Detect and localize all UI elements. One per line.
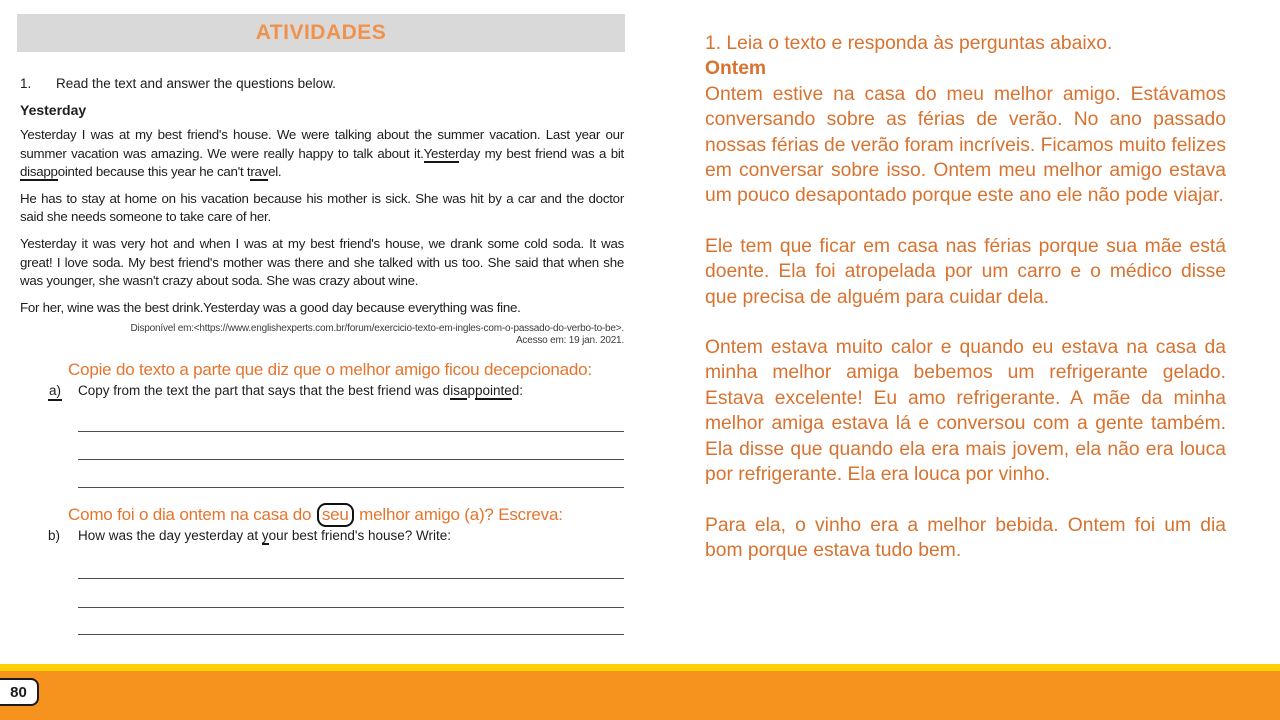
question-text: d: xyxy=(511,383,524,399)
question-text: Como foi o dia ontem na casa do xyxy=(68,505,316,525)
question-b-label-text: b) xyxy=(48,528,61,544)
translation-paragraph-4: Para ela, o vinho era a melhor bebida. Ontem foi um dia bom porque estava tudo bem. xyxy=(705,514,1226,561)
spacer xyxy=(705,488,1226,513)
paragraph-text: day my best friend was a bit xyxy=(459,145,624,161)
answer-line xyxy=(78,579,624,608)
answer-line xyxy=(78,460,624,488)
source-citation-line2: Acesso em: 19 jan. 2021. xyxy=(515,335,624,347)
hand-underline-mark: disapp xyxy=(20,164,58,180)
question-text: How was the day yesterday at xyxy=(78,528,262,544)
hand-underline-mark: Yester xyxy=(423,145,460,161)
spacer xyxy=(705,209,1226,234)
reading-text-title: Yesterday xyxy=(20,102,87,118)
hand-underline-mark: rav xyxy=(250,164,269,180)
question-b-text xyxy=(78,528,451,543)
question-b-portuguese xyxy=(68,505,624,524)
translation-paragraph-3: Ontem estava muito calor e quando eu estava na casa da minha melhor amiga bebemos um refrigerante gelado. Estava excelente! Eu amo refrigerante. A mãe da minha melhor amiga estava lá e conversou com a gente também. Ela disse que quando ela era mais jovem, ela não era louca por refrigerante. Ela era louca por vinho. xyxy=(705,337,1226,486)
exercise-number: 1. xyxy=(20,76,32,91)
question-text: Copy from the text the part that says that the best friend was d xyxy=(78,383,451,399)
translation-panel xyxy=(705,31,1226,563)
translation-paragraph-1: Ontem estive na casa do meu melhor amigo. Estávamos conversando sobre as férias de verão. No ano passado nossas férias de verão foram incríveis. Ficamos muito felizes em conversar sobre isso. Ontem meu melhor amigo estava um pouco desapontado porque este ano ele não pode viajar. xyxy=(705,83,1226,207)
hand-underline-mark: y xyxy=(261,528,269,544)
answer-line xyxy=(78,432,624,460)
question-a-text xyxy=(78,383,523,398)
reading-paragraph-2: He has to stay at home on his vacation because his mother is sick. She was hit by a car and the doctor said she needs someone to take care of her. xyxy=(20,190,624,225)
worksheet-page xyxy=(17,14,625,635)
answer-line xyxy=(78,550,624,579)
activities-banner xyxy=(17,14,625,52)
question-b-label xyxy=(48,528,78,543)
source-citation-line1: Disponível em:<https://www.englishexperts.com.br/forum/exercicio-texto-em-ingles-com-o-passado-do-verbo-to-be>. xyxy=(130,323,624,335)
exercise-1-instruction xyxy=(20,76,624,91)
question-a-label xyxy=(48,383,78,398)
reading-paragraph-3: Yesterday it was very hot and when I was at my best friend's house, we drank some cold soda. It was great! I love soda. My best friend's mother was there and she talked with us too. She said that when she was younger, she wasn't crazy about soda. She was crazy about wine. xyxy=(20,235,624,289)
translation-title: Ontem xyxy=(705,58,767,80)
paragraph-text: el. xyxy=(268,164,282,180)
answer-lines-a xyxy=(78,404,624,488)
question-b-english xyxy=(48,528,624,543)
bottom-yellow-strip xyxy=(0,664,1280,671)
spacer xyxy=(705,310,1226,335)
page-number-badge xyxy=(0,678,39,706)
worksheet-body xyxy=(17,76,625,635)
hand-underline-mark: isa xyxy=(450,383,468,399)
hand-circle-annotation: seu xyxy=(317,503,354,527)
exercise-instruction-text: Read the text and answer the questions below. xyxy=(56,76,336,91)
question-a-label-text: a) xyxy=(48,383,62,401)
question-a-portuguese: Copie do texto a parte que diz que o melhor amigo ficou decepcionado: xyxy=(68,360,592,380)
hand-underline-mark: pointe xyxy=(474,383,512,399)
answer-line xyxy=(78,404,624,432)
question-a-english xyxy=(48,383,624,398)
reading-paragraph-4: For her, wine was the best drink.Yesterday was a good day because everything was fine. xyxy=(20,299,521,315)
question-text: melhor amigo (a)? Escreva: xyxy=(354,505,563,525)
reading-paragraph-1 xyxy=(20,126,624,182)
answer-line xyxy=(78,608,624,635)
page-number: 80 xyxy=(10,683,27,701)
paragraph-text: Yesterday I was at my best friend's house. We were talking about the summer vacation. Last year our summer vacation was amazing. We were really happy to talk about it. xyxy=(20,127,624,161)
bottom-orange-bar xyxy=(0,671,1280,720)
question-text: p xyxy=(467,383,475,399)
answer-lines-b xyxy=(78,550,624,635)
translation-instruction: 1. Leia o texto e responda às perguntas abaixo. xyxy=(705,33,1113,54)
translation-paragraph-2: Ele tem que ficar em casa nas férias porque sua mãe está doente. Ela foi atropelada por um carro e o médico disse que precisa de alguém para cuidar dela. xyxy=(705,235,1226,308)
paragraph-text: ointed because this year he can't t xyxy=(57,164,251,180)
activities-title: ATIVIDADES xyxy=(255,21,387,44)
source-citation xyxy=(20,323,624,347)
question-text: our best friend's house? Write: xyxy=(268,528,452,544)
